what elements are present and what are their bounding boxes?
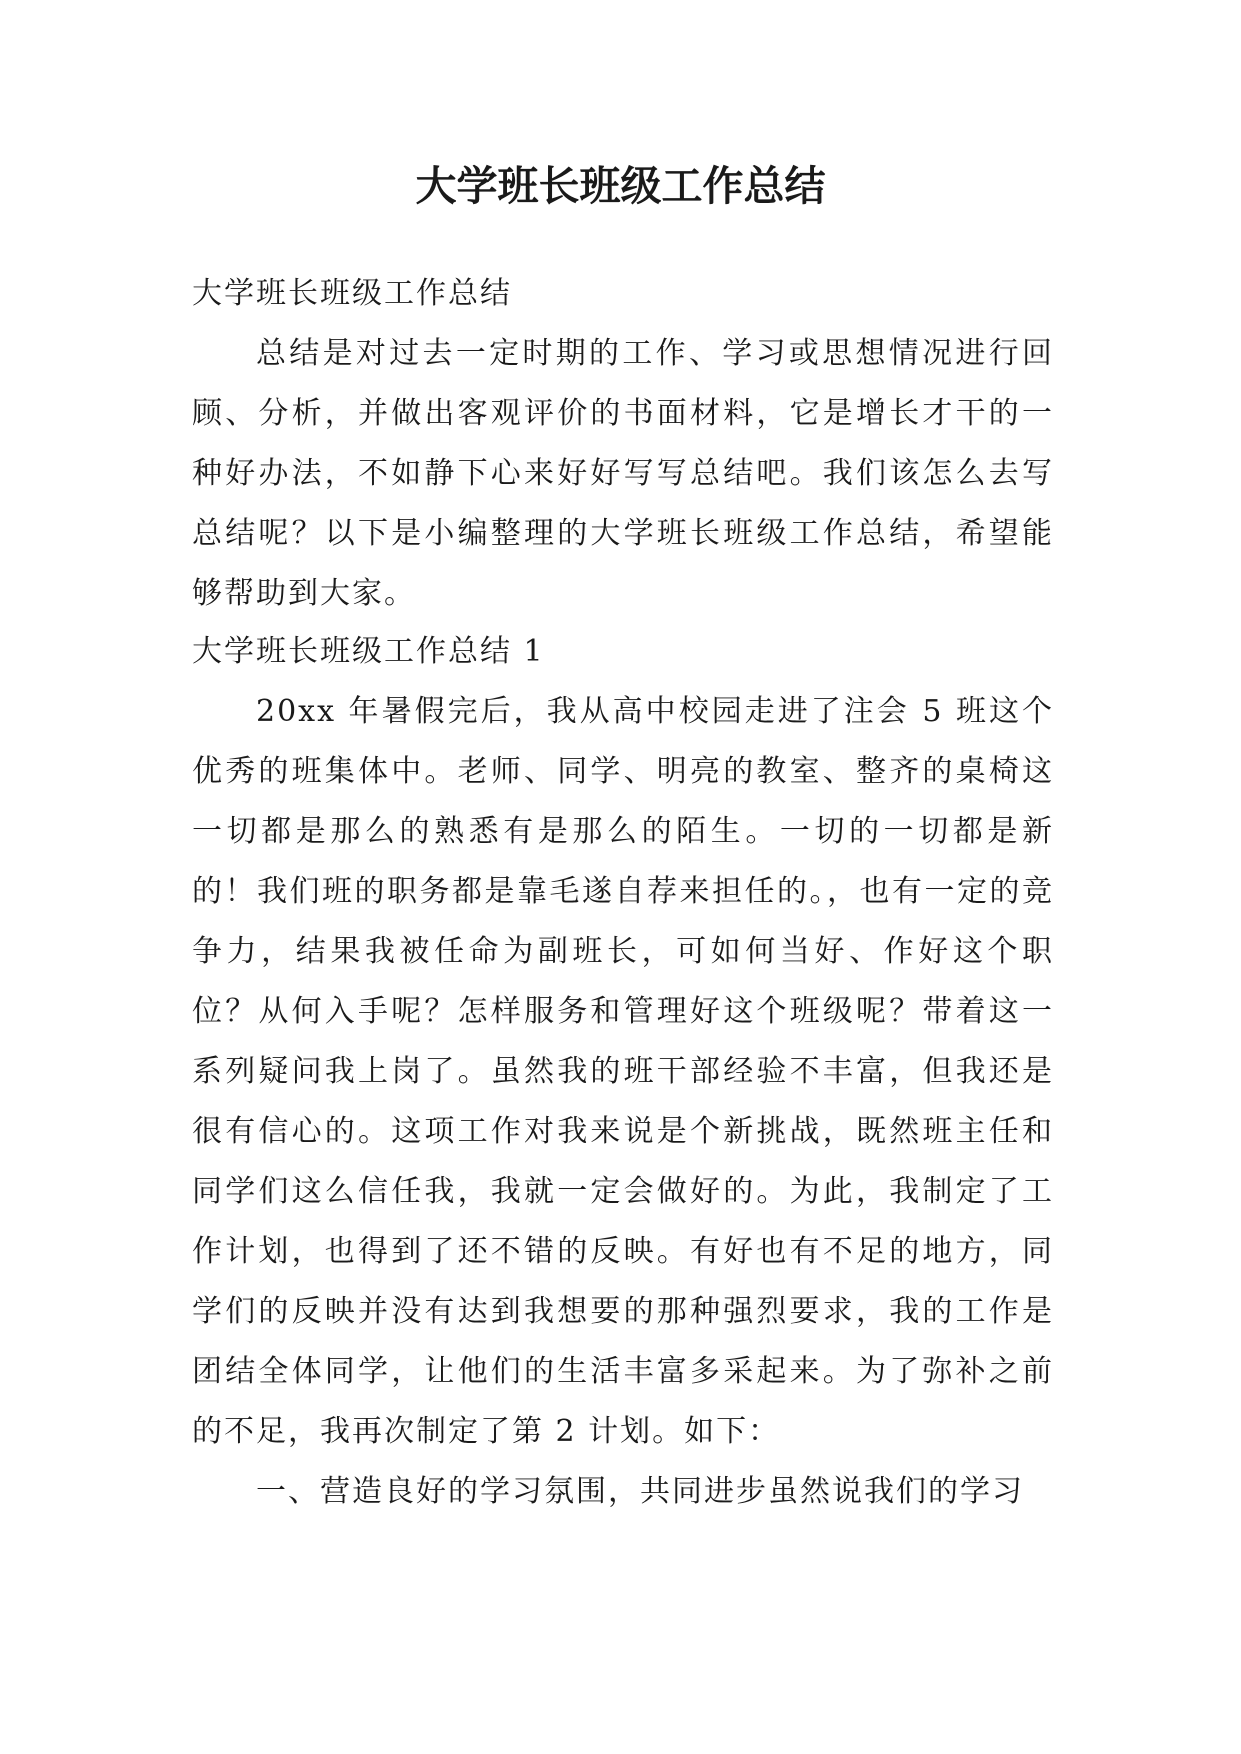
- intro-heading: 大学班长班级工作总结: [192, 276, 512, 311]
- document-title: 大学班长班级工作总结: [415, 162, 826, 210]
- intro-block: [192, 264, 1054, 624]
- section-1-block: [192, 622, 1054, 1522]
- section-1-paragraph: 20xx 年暑假完后，我从高中校园走进了注会 5 班这个优秀的班集体中。老师、同学、明亮的教室、整齐的桌椅这一切都是那么的熟悉有是那么的陌生。一切的一切都是新的！我们班的职务都是靠毛遂自荐来担任的。，也有一定的竞争力，结果我被任命为副班长，可如何当好、作好这个职位？从何入手呢？怎样服务和管理好这个班级呢？带着这一系列疑问我上岗了。虽然我的班干部经验不丰富，但我还是很有信心的。这项工作对我来说是个新挑战，既然班主任和同学们这么信任我，我就一定会做好的。为此，我制定了工作计划，也得到了还不错的反映。有好也有不足的地方，同学们的反映并没有达到我想要的那种强烈要求，我的工作是团结全体同学，让他们的生活丰富多采起来。为了弥补之前的不足，我再次制定了第 2 计划。如下：: [192, 694, 1054, 1449]
- section-1-point-1: 一、营造良好的学习氛围，共同进步虽然说我们的学习: [256, 1474, 1024, 1509]
- section-1-heading: 大学班长班级工作总结 1: [192, 634, 545, 669]
- intro-paragraph: 总结是对过去一定时期的工作、学习或思想情况进行回顾、分析，并做出客观评价的书面材料，它是增长才干的一种好办法，不如静下心来好好写写总结吧。我们该怎么去写总结呢？以下是小编整理的大学班长班级工作总结，希望能够帮助到大家。: [192, 336, 1054, 611]
